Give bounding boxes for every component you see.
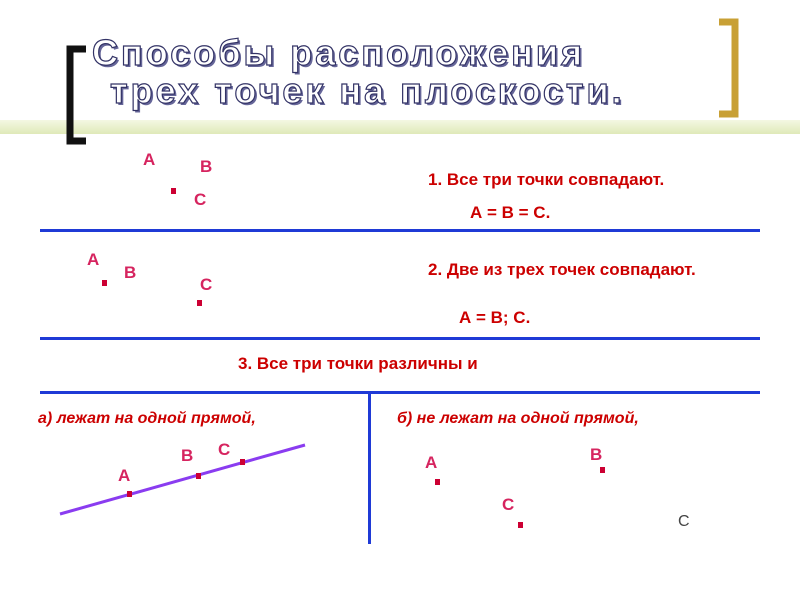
case1-label-b: В (200, 157, 213, 176)
case3a-text: а) лежат на одной прямой, (38, 410, 256, 427)
divider-2 (40, 337, 760, 340)
case3b-point-c (518, 522, 523, 528)
case3b-point-a (435, 479, 440, 485)
right-bracket-icon (715, 18, 745, 118)
case3a-point-b (196, 473, 201, 479)
case2-label-c: С (200, 275, 213, 294)
case3b-label-c: С (502, 495, 515, 514)
case3-text: 3. Все три точки различны и (238, 354, 478, 373)
case1-point (171, 188, 176, 194)
case3a-point-c (240, 459, 245, 465)
case3a-label-a: А (118, 466, 131, 485)
case3a-label-b: В (181, 446, 194, 465)
case2-text: 2. Две из трех точек совпадают. (428, 260, 696, 279)
case1-label-c: С (194, 190, 207, 209)
page-title-line1: Способы расположения (92, 32, 585, 73)
left-bracket-icon (62, 45, 92, 145)
case1-formula: А = В = С. (470, 203, 551, 222)
case1-text: 1. Все три точки совпадают. (428, 170, 665, 189)
divider-1 (40, 229, 760, 232)
case3b-text: б) не лежат на одной прямой, (397, 410, 639, 427)
case3b-label-a: А (425, 453, 438, 472)
case2-point-ab (102, 280, 107, 286)
case3b-label-b: В (590, 445, 603, 464)
case3b-stray-label: С (678, 513, 690, 530)
case3a-label-c: С (218, 440, 231, 459)
case2-label-a: А (87, 250, 100, 269)
case3b-point-b (600, 467, 605, 473)
case2-point-c (197, 300, 202, 306)
case3a-point-a (127, 491, 132, 497)
divider-vertical (368, 392, 371, 544)
page-title-line2: трех точек на плоскости. (110, 70, 625, 111)
title-band (0, 120, 800, 134)
case2-label-b: В (124, 263, 137, 282)
case1-label-a: А (143, 150, 156, 169)
case2-formula: А = В; С. (459, 308, 531, 327)
divider-3 (40, 391, 760, 394)
